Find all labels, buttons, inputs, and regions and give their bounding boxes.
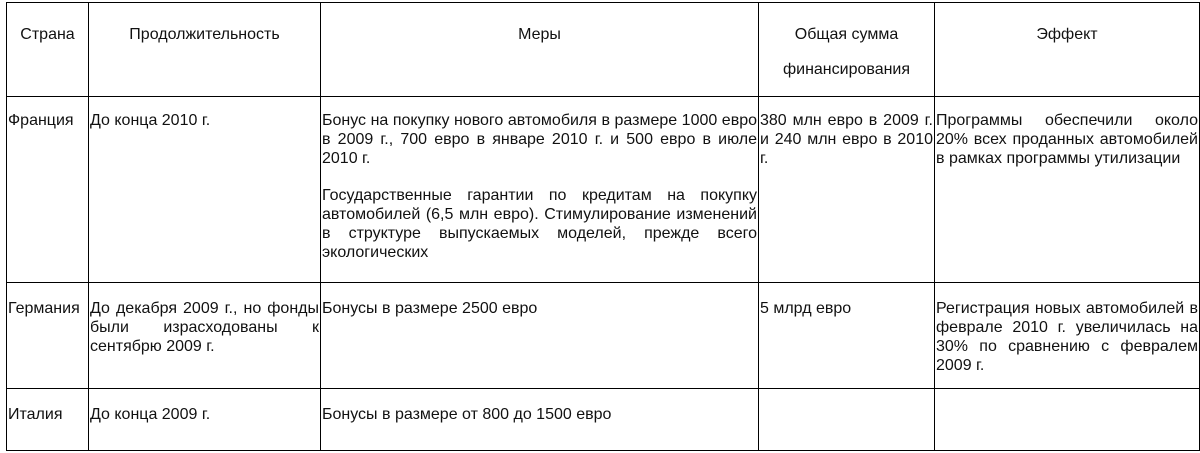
table-row (7, 283, 1200, 389)
cell-duration: До конца 2010 г. (89, 97, 321, 283)
car-support-measures-table (6, 2, 1200, 451)
cell-effect: Регистрация новых автомобилей в феврале 2010 г. увеличилась на 30% по сравнению с февралем 2009 г. (935, 283, 1200, 389)
measures-paragraph: Бонусы в размере 2500 евро (322, 300, 538, 317)
cell-country: Франция (7, 97, 89, 283)
header-measures: Меры (321, 3, 759, 97)
cell-duration: До декабря 2009 г., но фонды были израсходованы к сентябрю 2009 г. (89, 283, 321, 389)
cell-country: Германия (7, 283, 89, 389)
header-country: Страна (7, 3, 89, 97)
table-header-row (7, 3, 1200, 97)
table-row (7, 97, 1200, 283)
header-sum-line1: Общая сумма (794, 26, 899, 43)
header-sum (759, 3, 935, 97)
cell-sum (759, 389, 935, 451)
table-row (7, 389, 1200, 451)
cell-measures (321, 389, 759, 451)
cell-effect: Программы обеспечили около 20% всех проданных автомобилей в рамках программы утилизации (935, 97, 1200, 283)
measures-paragraph: Бонусы в размере от 800 до 1500 евро (322, 406, 612, 423)
cell-duration: До конца 2009 г. (89, 389, 321, 451)
measures-paragraph: Государственные гарантии по кредитам на покупку автомобилей (6,5 млн евро). Стимулирование изменений в структуре выпускаемых моделей, прежде всего экологических (322, 187, 757, 261)
cell-measures (321, 97, 759, 283)
header-effect: Эффект (935, 3, 1200, 97)
measures-paragraph: Бонус на покупку нового автомобиля в размере 1000 евро в 2009 г., 700 евро в январе 2010 г. и 500 евро в июле 2010 г. (322, 112, 757, 167)
header-sum-line2: финансирования (782, 61, 911, 78)
cell-country: Италия (7, 389, 89, 451)
cell-measures (321, 283, 759, 389)
header-duration: Продолжительность (89, 3, 321, 97)
cell-effect (935, 389, 1200, 451)
cell-sum: 5 млрд евро (759, 283, 935, 389)
cell-sum: 380 млн евро в 2009 г. и 240 млн евро в 2010 г. (759, 97, 935, 283)
